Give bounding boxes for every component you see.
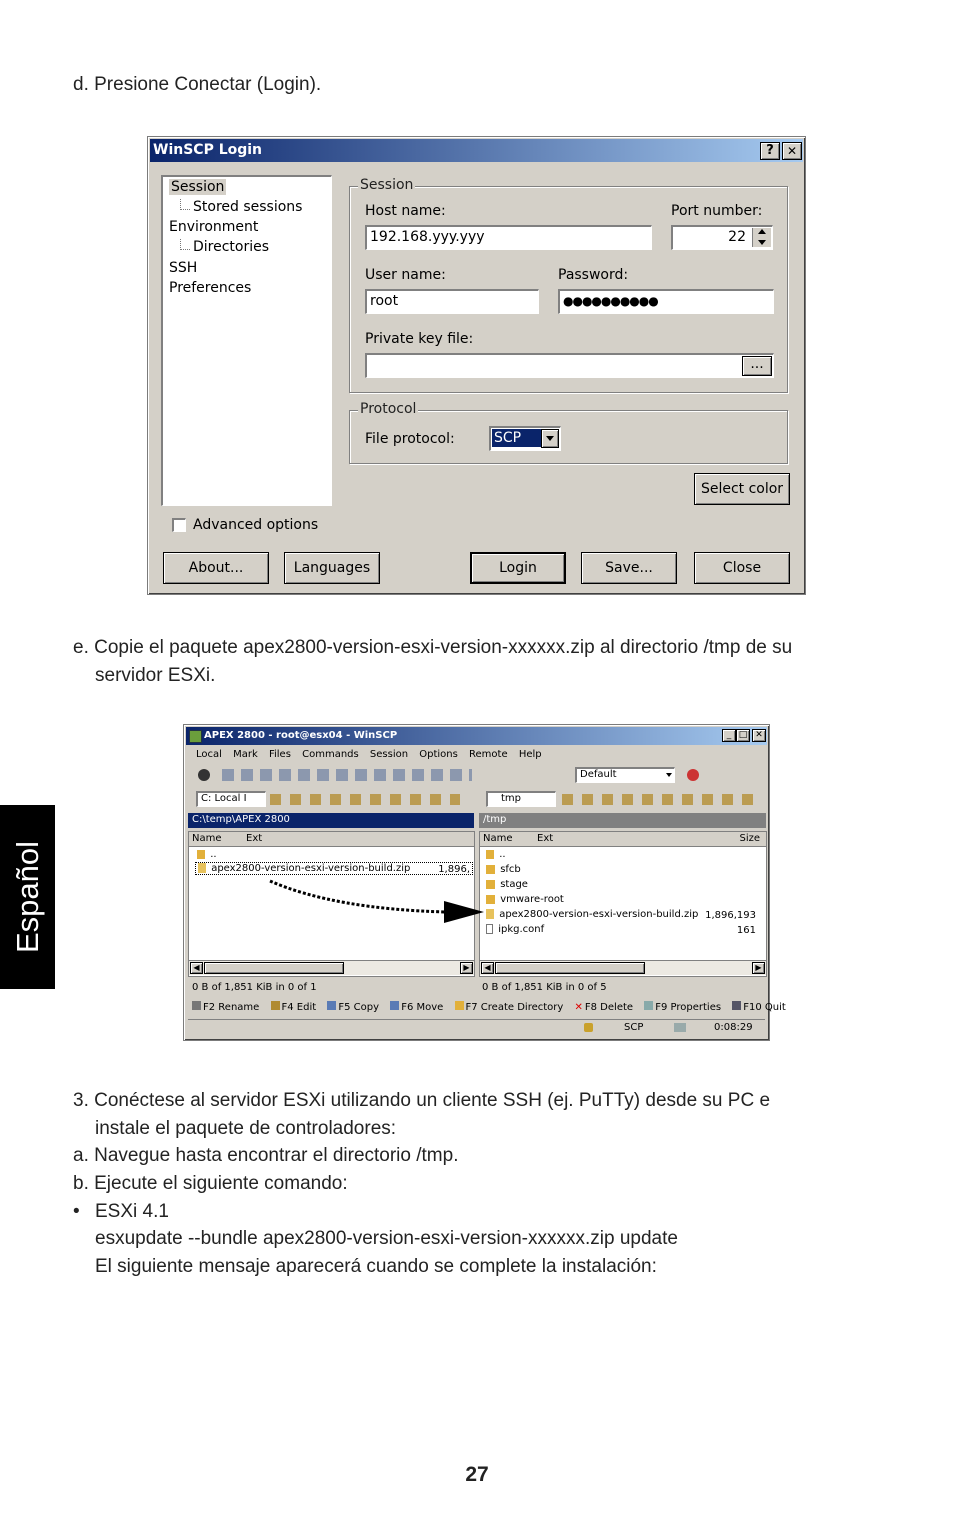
- protocol-group: [349, 401, 788, 464]
- step-a: a. Navegue hasta encontrar el directorio /tmp.: [73, 1145, 459, 1166]
- menu-local[interactable]: Local: [196, 749, 222, 760]
- col-ext[interactable]: Ext: [246, 833, 263, 844]
- maximize-button[interactable]: □: [736, 729, 750, 742]
- file-name: vmware-root: [500, 894, 564, 905]
- step-d: d. Presione Conectar (Login).: [73, 74, 322, 95]
- lock-icon: [584, 1023, 593, 1032]
- fkey-rename[interactable]: F2 Rename: [203, 1002, 260, 1013]
- edit-icon: [271, 1001, 280, 1010]
- step-3-line1: 3. Conéctese al servidor ESXi utilizando un cliente SSH (ej. PuTTy) desde su PC e: [73, 1090, 771, 1111]
- browse-button[interactable]: ...: [742, 356, 772, 376]
- fkey-delete[interactable]: F8 Delete: [584, 1002, 634, 1013]
- tree-connector: [180, 199, 190, 210]
- winscp-window: [183, 724, 786, 1041]
- login-title: WinSCP Login: [153, 142, 263, 158]
- page-number: 27: [465, 1463, 489, 1486]
- step-3-line2: instale el paquete de controladores:: [95, 1118, 397, 1139]
- scroll-right-button[interactable]: ▶: [752, 962, 765, 974]
- spin-down-icon: [758, 240, 766, 245]
- scroll-left-button[interactable]: ◀: [481, 962, 494, 974]
- tree-item-session[interactable]: Session: [171, 179, 225, 195]
- select-color-button[interactable]: Select color: [694, 473, 790, 505]
- password-label: Password:: [558, 267, 629, 283]
- language-side-tab: [0, 805, 55, 989]
- col-size[interactable]: Size: [739, 833, 760, 844]
- col-ext[interactable]: Ext: [537, 833, 554, 844]
- port-label: Port number:: [671, 203, 763, 219]
- advanced-options-label: Advanced options: [193, 517, 319, 533]
- file-name: apex2800-version-esxi-version-build.zip: [211, 863, 411, 874]
- file-name: apex2800-version-esxi-version-build.zip: [499, 909, 699, 920]
- about-button[interactable]: About...: [163, 552, 269, 584]
- tree-connector: [180, 239, 190, 250]
- spin-up-icon: [758, 229, 766, 234]
- minimize-button[interactable]: _: [722, 729, 736, 742]
- login-titlebar: [150, 139, 803, 162]
- menu-files[interactable]: Files: [268, 749, 291, 760]
- port-value: 22: [728, 229, 746, 245]
- file-name: ..: [499, 849, 506, 860]
- local-drive-value: C: Local I: [201, 793, 247, 804]
- protocol-value: SCP: [492, 429, 542, 447]
- language-label: Español: [9, 840, 45, 954]
- help-button[interactable]: ?: [760, 142, 780, 160]
- fkey-quit[interactable]: F10 Quit: [743, 1002, 786, 1013]
- save-button[interactable]: Save...: [581, 552, 677, 584]
- close-button[interactable]: Close: [694, 552, 790, 584]
- status-bar: [188, 1019, 765, 1036]
- file-name: stage: [500, 879, 528, 890]
- left-path: C:\temp\APEX 2800: [192, 814, 290, 825]
- tree-item-preferences[interactable]: Preferences: [169, 280, 252, 296]
- file-size: 1,896,: [438, 864, 470, 875]
- col-name[interactable]: Name: [483, 833, 513, 844]
- menu-remote[interactable]: Remote: [469, 749, 508, 760]
- dropdown-button[interactable]: [541, 429, 559, 448]
- function-key-bar: [192, 1001, 786, 1013]
- fkey-move[interactable]: F6 Move: [401, 1002, 444, 1013]
- window-close-button[interactable]: ✕: [752, 729, 766, 742]
- remote-dir-value: tmp: [501, 793, 522, 804]
- login-dialog: [147, 136, 806, 595]
- create-directory-icon: [455, 1001, 464, 1010]
- step-e-line1: e. Copie el paquete apex2800-version-esxi-version-xxxxxx.zip al directorio /tmp de su: [73, 637, 793, 658]
- completion-message: El siguiente mensaje aparecerá cuando se complete la instalación:: [95, 1256, 657, 1277]
- advanced-options-checkbox[interactable]: [172, 518, 186, 532]
- tree-item-stored-sessions[interactable]: Stored sessions: [193, 199, 303, 215]
- right-path: /tmp: [483, 814, 507, 825]
- host-label: Host name:: [365, 203, 446, 219]
- session-group: [349, 177, 788, 393]
- file-size: 161: [736, 925, 756, 936]
- network-icon: [674, 1023, 686, 1032]
- status-protocol: SCP: [624, 1022, 644, 1033]
- menu-mark[interactable]: Mark: [233, 749, 258, 760]
- tree-item-environment[interactable]: Environment: [169, 219, 259, 235]
- languages-button[interactable]: Languages: [284, 552, 380, 584]
- login-button[interactable]: Login: [470, 552, 566, 584]
- port-input[interactable]: [671, 225, 773, 250]
- menu-help[interactable]: Help: [518, 749, 542, 760]
- winscp-title: APEX 2800 - root@esx04 - WinSCP: [204, 730, 398, 741]
- delete-icon: ✕: [574, 1002, 583, 1013]
- file-protocol-label: File protocol:: [365, 431, 455, 447]
- copy-icon: [327, 1001, 336, 1010]
- fkey-edit[interactable]: F4 Edit: [281, 1002, 317, 1013]
- col-name[interactable]: Name: [192, 833, 222, 844]
- move-icon: [390, 1001, 399, 1010]
- file-name: ipkg.conf: [498, 924, 545, 935]
- protocol-select[interactable]: [489, 426, 561, 451]
- menu-options[interactable]: Options: [419, 749, 458, 760]
- port-spinner[interactable]: [752, 228, 771, 247]
- step-b: b. Ejecute el siguiente comando:: [73, 1173, 348, 1194]
- left-status: 0 B of 1,851 KiB in 0 of 1: [192, 982, 317, 993]
- fkey-properties[interactable]: F9 Properties: [655, 1002, 722, 1013]
- file-name: ..: [210, 849, 217, 860]
- rename-icon: [192, 1001, 201, 1010]
- file-name: sfcb: [500, 864, 521, 875]
- properties-icon: [644, 1001, 653, 1010]
- key-label: Private key file:: [365, 331, 474, 347]
- title-close-button[interactable]: ✕: [782, 142, 802, 160]
- host-input[interactable]: 192.168.yyy.yyy: [365, 225, 652, 250]
- quit-icon: [732, 1001, 741, 1010]
- bullet-item: ESXi 4.1: [95, 1201, 169, 1222]
- fkey-copy[interactable]: F5 Copy: [338, 1002, 380, 1013]
- protocol-group-label: Protocol: [360, 401, 417, 417]
- bullet-marker: •: [73, 1201, 80, 1222]
- chevron-down-icon: [546, 436, 554, 441]
- profile-value: Default: [580, 769, 617, 780]
- tree-item-ssh[interactable]: SSH: [169, 260, 198, 276]
- menu-session[interactable]: Session: [369, 749, 409, 760]
- command-text: esxupdate --bundle apex2800-version-esxi-version-xxxxxx.zip update: [95, 1228, 678, 1249]
- status-time: 0:08:29: [714, 1022, 753, 1033]
- navigation-tree: [161, 175, 332, 506]
- private-key-input[interactable]: [365, 353, 774, 378]
- fkey-create-directory[interactable]: F7 Create Directory: [465, 1002, 564, 1013]
- session-group-label: Session: [360, 177, 414, 193]
- right-status: 0 B of 1,851 KiB in 0 of 5: [482, 982, 607, 993]
- step-e-line2: servidor ESXi.: [95, 665, 216, 686]
- tree-item-directories[interactable]: Directories: [193, 239, 270, 255]
- menu-commands[interactable]: Commands: [302, 749, 359, 760]
- file-size: 1,896,193: [705, 910, 756, 921]
- user-input[interactable]: root: [365, 289, 539, 314]
- scroll-left-button[interactable]: ◀: [190, 962, 203, 974]
- user-label: User name:: [365, 267, 446, 283]
- password-input[interactable]: ●●●●●●●●●●: [558, 289, 774, 314]
- scroll-right-button[interactable]: ▶: [460, 962, 473, 974]
